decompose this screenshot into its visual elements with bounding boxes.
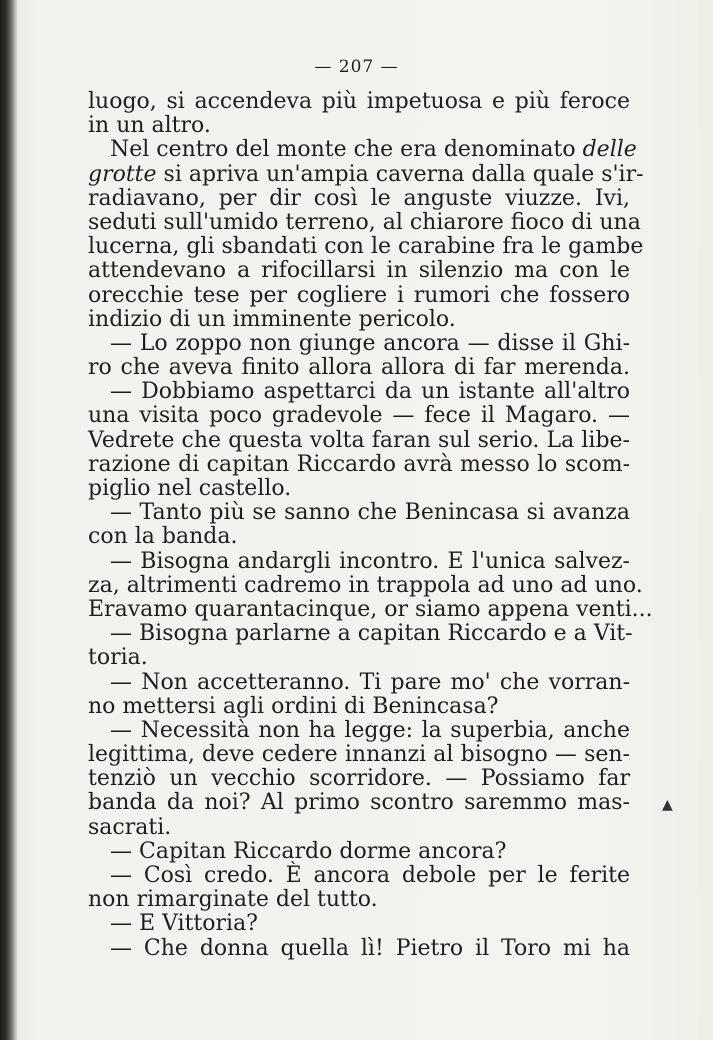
text-line: — Capitan Riccardo dorme ancora? bbox=[110, 838, 507, 864]
text-line: Eravamo quarantacinque, or siamo appena venti... bbox=[88, 596, 653, 622]
text-line: sacrati. bbox=[88, 814, 172, 840]
text-line: Vedrete che questa volta faran sul serio. La libe- bbox=[88, 427, 630, 453]
text-line: attendevano a rifocillarsi in silenzio ma con le bbox=[88, 258, 630, 284]
text-line: za, altrimenti cadremo in trappola ad uno ad uno. bbox=[88, 572, 643, 598]
text-line: toria. bbox=[88, 645, 148, 671]
text-line: in un altro. bbox=[88, 113, 211, 139]
text-line: non rimarginate del tutto. bbox=[88, 887, 378, 913]
text-line: — Bisogna andargli incontro. E l'unica salvez- bbox=[110, 548, 630, 574]
text-line: indizio di un imminente pericolo. bbox=[88, 306, 456, 332]
body-text bbox=[88, 89, 653, 961]
page-number: — 207 — bbox=[314, 57, 399, 77]
text-line: — Bisogna parlarne a capitan Riccardo e a Vit- bbox=[110, 621, 633, 647]
text-line: orecchie tese per cogliere i rumori che fossero bbox=[88, 282, 630, 308]
text-line: Nel centro del monte che era denominato delle bbox=[110, 137, 637, 163]
margin-mark: ▲ bbox=[662, 797, 673, 813]
text-line: lucerna, gli sbandati con le carabine fra le gambe bbox=[88, 234, 644, 260]
text-line: seduti sull'umido terreno, al chiarore fioco di una bbox=[88, 209, 641, 235]
text-line: tenziò un vecchio scorridore. — Possiamo far bbox=[88, 766, 630, 792]
text-line: una visita poco gradevole — fece il Magaro. — bbox=[88, 403, 630, 429]
text-line: — Tanto più se sanno che Benincasa si avanza bbox=[110, 500, 630, 526]
text-line: legittima, deve cedere innanzi al bisogno — sen- bbox=[88, 742, 630, 768]
text-line: — Lo zoppo non giunge ancora — disse il Ghi- bbox=[110, 330, 630, 356]
italic-word: delle bbox=[582, 137, 637, 163]
text-line: — Necessità non ha legge: la superbia, anche bbox=[110, 717, 630, 743]
text-line: radiavano, per dir così le anguste viuzze. Ivi, bbox=[88, 185, 630, 211]
text-line: con la banda. bbox=[88, 524, 238, 550]
text-line: piglio nel castello. bbox=[88, 476, 292, 501]
text-line: no mettersi agli ordini di Benincasa? bbox=[88, 693, 499, 719]
text-line: — Così credo. È ancora debole per le ferite bbox=[110, 863, 630, 888]
text-line: — E Vittoria? bbox=[110, 911, 258, 937]
book-binding-edge bbox=[0, 0, 18, 1040]
italic-word: grotte bbox=[88, 161, 157, 187]
text-line: — Dobbiamo aspettarci da un istante all'altro bbox=[110, 379, 630, 405]
text-line: — Che donna quella lì! Pietro il Toro mi ha bbox=[110, 935, 630, 961]
text-line: grotte si apriva un'ampia caverna dalla quale s'ir- bbox=[88, 161, 644, 187]
text-line: razione di capitan Riccardo avrà messo lo scom- bbox=[88, 451, 630, 477]
text-line: luogo, si accendeva più impetuosa e più feroce bbox=[88, 89, 630, 114]
text-line: — Non accetteranno. Ti pare mo' che vorran- bbox=[110, 669, 630, 695]
text-line: banda da noi? Al primo scontro saremmo mas- bbox=[88, 790, 630, 816]
text-line: ro che aveva finito allora allora di far merenda. bbox=[88, 355, 630, 381]
